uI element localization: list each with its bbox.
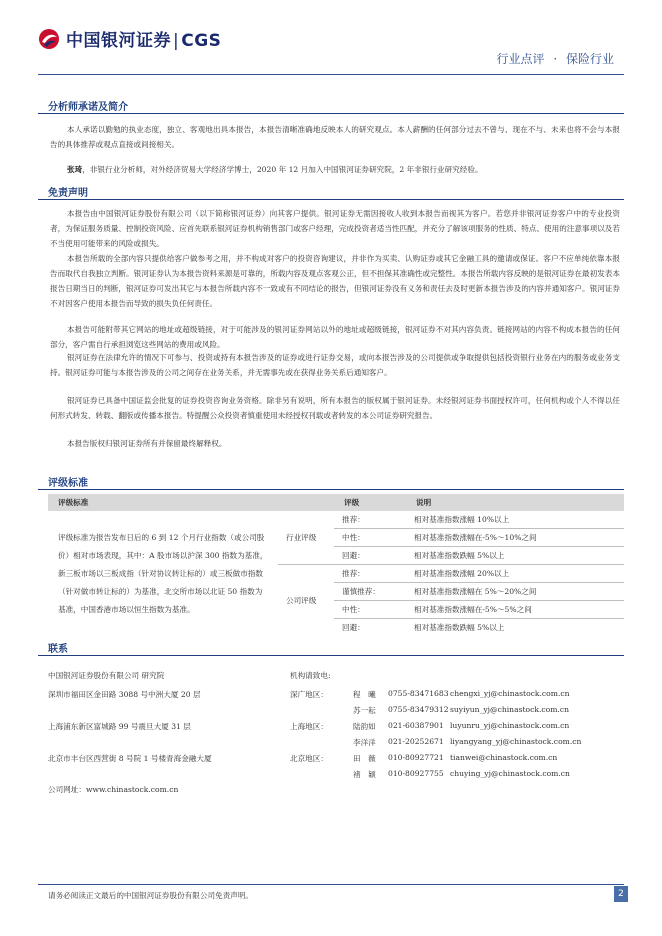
contact-phone: 010-80927721 bbox=[388, 753, 444, 762]
rating-label: 谨慎推荐： bbox=[334, 583, 406, 601]
rating-desc: 相对基准指数涨幅 10%以上 bbox=[406, 511, 624, 529]
rating-group-company: 公司评级 bbox=[286, 596, 317, 605]
contact-region: 北京地区： bbox=[290, 754, 328, 763]
contact-person: 陆韵如 bbox=[353, 722, 376, 731]
contact-address: 北京市丰台区西营街 8 号院 1 号楼青海金融大厦 bbox=[48, 754, 212, 763]
contact-address: 深圳市福田区金田路 3088 号中洲大厦 20 层 bbox=[48, 690, 201, 699]
rating-label: 推荐： bbox=[334, 565, 406, 583]
contact-email[interactable]: suyiyun_yj@chinastock.com.cn bbox=[450, 705, 569, 714]
cgs-logo-icon bbox=[38, 28, 60, 50]
contact-phone: 021-20252671 bbox=[388, 737, 444, 746]
company-logo bbox=[66, 26, 221, 51]
contact-section-title: 联系 bbox=[48, 644, 68, 655]
rating-table-header bbox=[48, 494, 624, 511]
footer-notice: 请务必阅读正文最后的中国银河证券股份有限公司免责声明。 bbox=[48, 891, 254, 900]
contact-inquiry-label: 机构请致电: bbox=[290, 671, 331, 680]
rating-label: 回避： bbox=[342, 623, 365, 632]
rating-desc: 相对基准指数涨幅在 5%～20%之间 bbox=[406, 583, 624, 601]
rating-desc: 相对基准指数涨幅在-5%～10%之间 bbox=[406, 529, 624, 547]
industry-name: 保险行业 bbox=[565, 52, 614, 66]
contact-person: 褚 颖 bbox=[353, 770, 376, 779]
rating-table bbox=[48, 494, 624, 636]
contact-address: 上海浦东新区富城路 99 号震旦大厦 31 层 bbox=[48, 722, 191, 731]
rating-label: 中性： bbox=[334, 601, 406, 619]
header-category bbox=[496, 50, 614, 67]
rating-standard-description: 评级标准为报告发布日后的 6 到 12 个月行业指数（或公司股价）相对市场表现，其中：A 股市场以沪深 300 指数为基准，新三板市场以三板成指（针对协议转让标的）或三板做市指数（针对做市转让标的）为基准，北交所市场以北证 50 指数为基准，中国香港市场以恒生指数为基准。 bbox=[58, 532, 268, 614]
disclaimer-section-divider bbox=[38, 199, 624, 200]
disclaimer-paragraph: 本报告所载的全部内容只提供给客户做参考之用，并不构成对客户的投资咨询建议，并非作为买卖、认购证券或其它金融工具的邀请或保证。客户不应单纯依靠本报告而取代自我独立判断。银河证券认为本报告资料来源是可靠的，所载内容及观点客观公正，但不担保其准确性或完整性。本报告所载内容反映的是银河证券在最初发表本报告日期当日的判断，银河证券可发出其它与本报告所载内容不一致或有不同结论的报告，但银河证券没有义务和责任去及时更新本报告涉及的内容并通知客户。银河证券不对因客户使用本报告而导致的损失负任何责任。 bbox=[50, 254, 620, 308]
rating-header-standard: 评级标准 bbox=[48, 494, 278, 511]
contact-company: 中国银河证券股份有限公司 研究院 bbox=[48, 671, 165, 680]
disclaimer-paragraph: 银河证券在法律允许的情况下可参与、投资或持有本报告涉及的证券或进行证券交易，或向本报告涉及的公司提供或争取提供包括投资银行业务在内的服务或业务支持。银河证券可能与本报告涉及的公司之间存在业务关系，并无需事先或在获得业务关系后通知客户。 bbox=[50, 353, 620, 377]
contact-person: 程 曦 bbox=[353, 690, 376, 699]
analyst-pledge: 本人承诺以勤勉的执业态度，独立、客观地出具本报告，本报告清晰准确地反映本人的研究观点。本人薪酬的任何部分过去不曾与、现在不与、未来也将不会与本报告的具体推荐或观点直接或间接相关。 bbox=[50, 125, 620, 149]
rating-desc: 相对基准指数涨幅 20%以上 bbox=[406, 565, 624, 583]
disclaimer-section-title: 免责声明 bbox=[48, 188, 88, 199]
rating-label: 推荐： bbox=[334, 511, 406, 529]
analyst-name: 张琦 bbox=[67, 165, 83, 174]
page-number: 2 bbox=[614, 886, 628, 902]
rating-section-title: 评级标准 bbox=[48, 478, 88, 489]
analyst-bio: ，非银行业分析师，对外经济贸易大学经济学博士，2020 年 12 月加入中国银河证券研究院，2 年非银行业研究经验。 bbox=[82, 165, 483, 174]
contact-phone: 0755-83471683 bbox=[388, 689, 449, 698]
table-row bbox=[48, 511, 624, 529]
disclaimer-paragraph: 银河证券已具备中国证监会批复的证券投资咨询业务资格。除非另有说明，所有本报告的版权属于银河证券。未经银河证券书面授权许可，任何机构或个人不得以任何形式转发、转载、翻版或传播本报告。特提醒公众投资者慎重使用未经授权刊载或者转发的本公司证券研究报告。 bbox=[50, 396, 620, 420]
rating-header-rating: 评级 bbox=[334, 494, 406, 511]
contact-section-divider bbox=[38, 655, 624, 656]
contact-email[interactable]: chengxi_yj@chinastock.com.cn bbox=[450, 689, 570, 698]
header-divider bbox=[38, 74, 624, 75]
contact-phone: 010-80927755 bbox=[388, 769, 444, 778]
rating-section-divider bbox=[38, 489, 624, 490]
contact-email[interactable]: liyangyang_yj@chinastock.com.cn bbox=[450, 737, 582, 746]
contact-email[interactable]: luyunru_yj@chinastock.com.cn bbox=[450, 721, 570, 730]
contact-person: 苏一耘 bbox=[353, 706, 376, 715]
company-logo-name: 中国银河证券 bbox=[66, 31, 171, 51]
footer-divider bbox=[38, 884, 624, 885]
disclaimer-paragraph: 本报告可能附带其它网站的地址或超级链接，对于可能涉及的银河证券网站以外的地址或超级链接，银河证券不对其内容负责。链接网站的内容不构成本报告的任何部分，客户需自行承担浏览这些网站的费用或风险。 bbox=[50, 325, 620, 349]
analyst-section-divider bbox=[38, 113, 624, 114]
rating-header-desc: 说明 bbox=[406, 494, 624, 511]
company-website[interactable]: 公司网址：www.chinastock.com.cn bbox=[48, 785, 179, 794]
analyst-section-title: 分析师承诺及简介 bbox=[48, 102, 128, 113]
contact-person: 田 薇 bbox=[353, 754, 376, 763]
rating-group-industry: 行业评级 bbox=[278, 511, 334, 565]
header-separator: · bbox=[553, 52, 558, 66]
report-type: 行业点评 bbox=[496, 52, 545, 66]
contact-region: 上海地区： bbox=[290, 722, 328, 731]
rating-header-group bbox=[278, 494, 334, 511]
rating-label: 回避： bbox=[334, 547, 406, 565]
rating-desc: 相对基准指数涨幅在-5%～5%之间 bbox=[406, 601, 624, 619]
disclaimer-paragraph: 本报告版权归银河证券所有并保留最终解释权。 bbox=[67, 439, 227, 448]
analyst-intro bbox=[50, 162, 620, 177]
logo-divider: | bbox=[173, 31, 180, 51]
company-logo-abbr: CGS bbox=[181, 31, 222, 51]
rating-label: 中性： bbox=[334, 529, 406, 547]
contact-person: 李洋洋 bbox=[353, 738, 376, 747]
contact-phone: 0755-83479312 bbox=[388, 705, 449, 714]
contact-email[interactable]: chuying_yj@chinastock.com.cn bbox=[450, 769, 570, 778]
contact-phone: 021-60387901 bbox=[388, 721, 444, 730]
disclaimer-paragraph: 本报告由中国银河证券股份有限公司（以下简称银河证券）向其客户提供。银河证券无需因接收人收到本报告而视其为客户。若您并非银河证券客户中的专业投资者，为保证服务质量、控制投资风险、应首先联系银河证券机构销售部门或客户经理，完成投资者适当性匹配，并充分了解该项服务的性质、特点、使用的注意事项以及若不当使用可能带来的风险或损失。 bbox=[50, 209, 620, 248]
rating-desc: 相对基准指数跌幅 5%以上 bbox=[406, 547, 624, 565]
contact-region: 深广地区： bbox=[290, 690, 328, 699]
contact-email[interactable]: tianwei@chinastock.com.cn bbox=[450, 753, 558, 762]
rating-desc: 相对基准指数跌幅 5%以上 bbox=[414, 623, 505, 632]
